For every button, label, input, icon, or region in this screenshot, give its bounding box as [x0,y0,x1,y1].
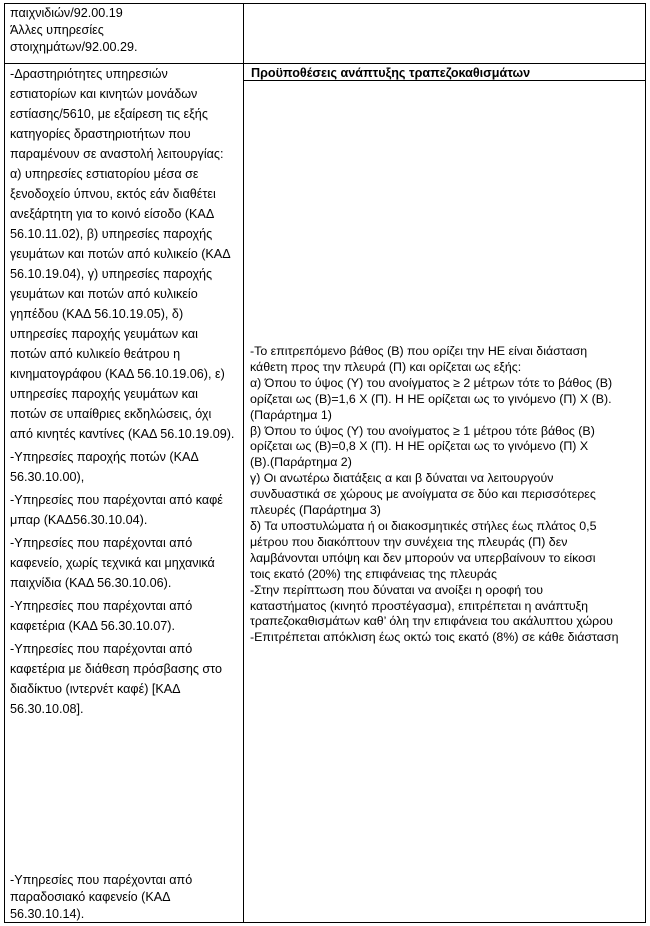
text-line: -Υπηρεσίες που παρέχονται από [10,599,193,613]
text-line: συνδυαστικά σε χώρους με ανοίγματα σε δύο και περισσότερες [250,487,596,502]
text-line: -Υπηρεσίες που παρέχονται από καφέ [10,493,223,507]
top-left-cell [10,5,137,56]
text-line: παιχνιδιών/92.00.19 [10,6,123,20]
text-line: εστίασης/5610, με εξαίρεση τις εξής [10,107,208,121]
text-line: υπηρεσίες παροχής γευμάτων και [10,327,198,341]
text-line: -Στην περίπτωση που δύναται να ανοίξει η οροφή του [250,582,543,597]
table-border-left [4,3,5,923]
text-line: γευμάτων και ποτών από κυλικείο (ΚΑΔ [10,247,231,261]
text-line: (Παράρτημα 1) [250,407,332,422]
text-line: καφενείο, χωρίς τεχνικά και μηχανικά [10,556,215,570]
table-border-right [645,3,646,923]
text-line: παραδοσιακό καφενείο (ΚΑΔ [10,890,171,904]
text-line: -Υπηρεσίες που παρέχονται από [10,873,193,887]
text-line: -Υπηρεσίες παροχής ποτών (ΚΑΔ [10,450,199,464]
text-line: υπηρεσίες παροχής γευμάτων και [10,387,198,401]
text-line: παραμένουν σε αναστολή λειτουργίας: [10,147,224,161]
text-line: Άλλες υπηρεσίες [10,23,104,37]
activities-cell-end [10,872,192,923]
text-line: γηπέδου (ΚΑΔ 56.10.19.05), δ) [10,307,184,321]
text-line: παιχνίδια (ΚΑΔ 56.30.10.06). [10,576,172,590]
text-line: 56.10.11.02), β) υπηρεσίες παροχής [10,227,213,241]
text-line: μπαρ (ΚΑΔ56.30.10.04). [10,513,148,527]
text-line: -Δραστηριότητες υπηρεσιών [10,67,168,81]
text-line: πλευρές (Παράρτημα 3) [250,503,381,518]
conditions-header-cell [251,66,530,81]
text-line: κινηματογράφου (ΚΑΔ 56.10.19.06), ε) [10,367,225,381]
text-line: γευμάτων και ποτών από κυλικείο [10,287,198,301]
text-line: 56.10.19.04), γ) υπηρεσίες παροχής [10,267,213,281]
text-line: κάθετη προς την πλευρά (Π) και ορίζεται ως εξής: [250,359,522,374]
text-line: γ) Οι ανωτέρω διατάξεις α και β δύναται να λειτουργούν [250,471,554,486]
text-line: τραπεζοκαθισμάτων καθ’ όλη την επιφάνεια του ακάλυπτου χώρου [250,614,613,629]
text-line: εστιατορίων και κινητών μονάδων [10,87,198,101]
text-line: λαμβάνονται υπόψη και δεν μπορούν να υπερβαίνουν το είκοσι [250,550,596,565]
text-line: ορίζεται ως (Β)=0,8 Χ (Π). Η ΗΕ ορίζεται ως το γινόμενο (Π) Χ [250,439,589,454]
text-line: ανεξάρτητη για το κοινό είσοδο (ΚΑΔ [10,207,215,221]
text-line: καταστήματος (κινητό προστέγασμα), επιτρέπεται η ανάπτυξη [250,598,589,613]
text-line: α) Όπου το ύψος (Υ) του ανοίγματος ≥ 2 μέτρων τότε το βάθος (Β) [250,375,613,390]
text-line: διαδίκτυο (ιντερνέτ καφέ) [ΚΑΔ [10,682,181,696]
table-border-top [4,3,646,4]
activities-cell [10,64,234,722]
text-line: καφετέρια (ΚΑΔ 56.30.10.07). [10,619,175,633]
text-line: 56.30.10.00), [10,470,85,484]
text-line: 56.30.10.14). [10,907,85,921]
text-line: -Επιτρέπεται απόκλιση έως οκτώ τοις εκατό (8%) σε κάθε διάσταση [250,630,619,645]
column-divider [243,3,244,923]
text-line: δ) Τα υποστυλώματα ή οι διακοσμητικές στήλες έως πλάτος 0,5 [250,518,597,533]
text-line: β) Όπου το ύψος (Υ) του ανοίγματος ≥ 1 μέτρου τότε βάθος (Β) [250,423,595,438]
text-line: (Β).(Παράρτημα 2) [250,455,352,470]
text-line: 56.30.10.08]. [10,702,84,716]
text-line: -Υπηρεσίες που παρέχονται από [10,642,193,656]
conditions-header: Προϋποθέσεις ανάπτυξης τραπεζοκαθισμάτων [251,66,531,80]
text-line: -Το επιτρεπόμενο βάθος (Β) που ορίζει την ΗΕ είναι διάσταση [250,344,588,358]
text-line: μέτρου που διακόπτουν την συνέχεια της πλευράς (Π) δεν [250,534,568,549]
text-line: από κινητές καντίνες (ΚΑΔ 56.10.19.09). [10,427,235,441]
text-line: κατηγορίες δραστηριοτήτων που [10,127,191,141]
text-line: ξενοδοχείο ύπνου, εκτός εάν διαθέτει [10,187,216,201]
text-line: ποτών από κυλικείο θεάτρου η [10,347,181,361]
text-line: καφετέρια με διάθεση πρόσβασης στο [10,662,222,676]
text-line: ποτών σε υπαίθριες εκδηλώσεις, όχι [10,407,212,421]
text-line: στοιχημάτων/92.00.29. [10,40,138,54]
conditions-cell [250,344,618,646]
text-line: τοις εκατό (20%) της επιφάνειας της πλευράς [250,566,497,581]
text-line: -Υπηρεσίες που παρέχονται από [10,536,193,550]
text-line: α) υπηρεσίες εστιατορίου μέσα σε [10,167,199,181]
text-line: ορίζεται ως (Β)=1,6 Χ (Π). Η ΗΕ ορίζεται ως το γινόμενο (Π) Χ (Β). [250,391,612,406]
